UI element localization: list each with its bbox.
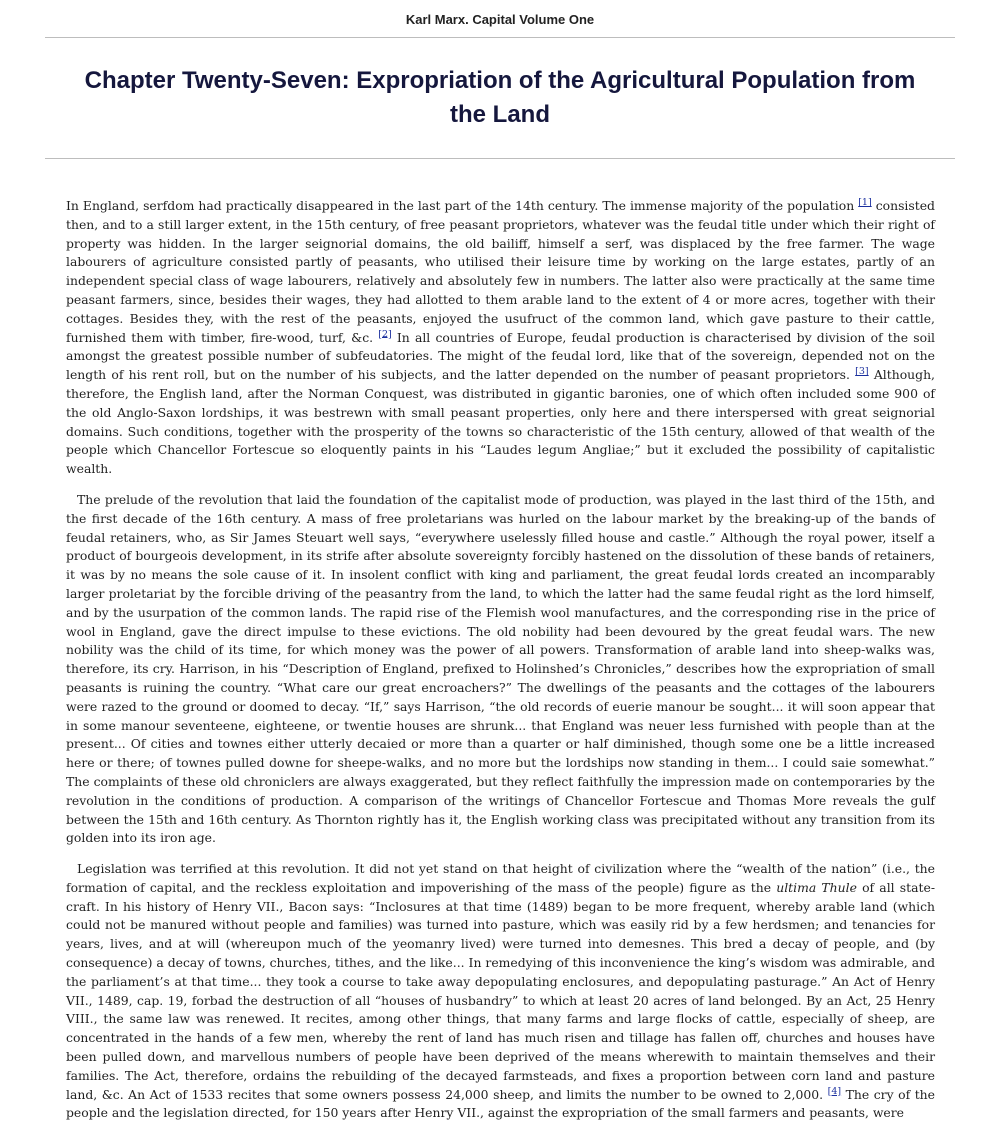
- paragraph: [66, 860, 935, 1123]
- book-title: Karl Marx. Capital Volume One: [405, 12, 595, 27]
- paragraph-text: Although, therefore, the English land, after the Norman Conquest, was distributed in gigantic baronies, one of which often included some 900 of the old Anglo-Saxon lordships, it was bestrewn with small peasant properties, only here and there interspersed with great seignorial domains. Such conditions, together with the prosperity of the towns so characteristic of the 15th century, allowed of that wealth of the people which Chancellor Fortescue so eloquently paints in his “Laudes legum Angliae;” but it excluded the possibility of capitalistic wealth.: [66, 367, 935, 477]
- chapter-title: Chapter Twenty-Seven: Expropriation of the Agricultural Population from the Land: [84, 67, 916, 128]
- footnote-link[interactable]: [4]: [827, 1085, 842, 1097]
- paragraph-text: The prelude of the revolution that laid the foundation of the capitalist mode of production, was played in the last third of the 15th, and the first decade of the 16th century. A mass of free proletarians was hurled on the labour market by the breaking-up of the bands of feudal retainers, who, as Sir James Steuart well says, “everywhere uselessly filled house and castle.” Although the royal power, itself a product of bourgeois development, in its strife after absolute sovereignty forcibly hastened on the dissolution of these bands of retainers, it was by no means the sole cause of it. In insolent conflict with king and parliament, the great feudal lords created an incomparably larger proletariat by the forcible driving of the peasantry from the land, to which the latter had the same feudal right as the lord himself, and by the usurpation of the common lands. The rapid rise of the Flemish wool manufactures, and the corresponding rise in the price of wool in England, gave the direct impulse to these evictions. The old nobility had been devoured by the great feudal wars. The new nobility was the child of its time, for which money was the power of all powers. Transformation of arable land into sheep-walks was, therefore, its cry. Harrison, in his “Description of England, prefixed to Holinshed’s Chronicles,” describes how the expropriation of small peasants is ruining the country. “What care our great encroachers?” The dwellings of the peasants and the cottages of the labourers were razed to the ground or doomed to decay. “If,” says Harrison, “the old records of euerie manour be sought... it will soon appear that in some manour seventeene, eighteene, or twentie houses are shrunk... that England was neuer less furnished with people than at the present... Of cities and townes either utterly decaied or more than a quarter or half diminished, though some one be a little increased here or there; of townes pulled downe for sheepe-walks, and no more but the lordships now standing in them... I could saie somewhat.” The complaints of these old chroniclers are always exaggerated, but they reflect faithfully the impression made on contemporaries by the revolution in the conditions of production. A comparison of the writings of Chancellor Fortescue and Thomas More reveals the gulf between the 15th and 16th century. As Thornton rightly has it, the English working class was precipitated without any transition from its golden into its iron age.: [66, 491, 935, 846]
- footnote-link[interactable]: [2]: [378, 328, 392, 340]
- paragraph-text: Legislation was terrified at this revolution. It did not yet stand on that height of civilization where the “wealth of the nation” (i.e., the formation of capital, and the reckless exploitation and impoverishing of the mass of the people) figure as the: [66, 861, 935, 895]
- footnote-link[interactable]: [3]: [855, 366, 869, 378]
- paragraph-text: consisted then, and to a still larger extent, in the 15th century, of free peasant proprietors, whatever was the feudal title under which their right of property was hidden. In the larger seignorial domains, the old bailiff, himself a serf, was displaced by the free farmer. The wage labourers of agriculture consisted partly of peasants, who utilised their leisure time by working on the large estates, partly of an independent special class of wage labourers, relatively and absolutely few in numbers. The latter also were practically at the same time peasant farmers, since, besides their wages, they had allotted to them arable land to the extent of 4 or more acres, together with their cottages. Besides they, with the rest of the peasants, enjoyed the usufruct of the common land, which gave pasture to their cattle, furnished them with timber, fire-wood, turf, &c.: [66, 198, 935, 345]
- paragraph-text: of all state-craft. In his history of Henry VII., Bacon says: “Inclosures at that time (1489) began to be more frequent, whereby arable land (which could not be manured without people and families) was turned into pasture, which was easily rid by a few herdsmen; and tenancies for years, lives, and at will (whereupon much of the yeomanry lived) were turned into demesnes. This bred a decay of people, and (by consequence) a decay of towns, churches, tithes, and the like... In remedying of this inconvenience the king’s wisdom was admirable, and the parliament’s at that time... they took a course to take away depopulating enclosures, and depopulating pasturage.” An Act of Henry VII., 1489, cap. 19, forbad the destruction of all “houses of husbandry” to which at least 20 acres of land belonged. By an Act, 25 Henry VIII., the same law was renewed. It recites, among other things, that many farms and large flocks of cattle, especially of sheep, are concentrated in the hands of a few men, whereby the rent of land has much risen and tillage has fallen off, churches and houses have been pulled down, and marvellous numbers of people have been deprived of the means wherewith to maintain themselves and their families. The Act, therefore, ordains the rebuilding of the decayed farmsteads, and fixes a proportion between corn land and pasture land, &c. An Act of 1533 recites that some owners possess 24,000 sheep, and limits the number to be owned to 2,000.: [66, 879, 936, 1102]
- paragraph: [66, 197, 935, 479]
- chapter-body: [66, 197, 935, 1123]
- paragraph-text: In England, serfdom had practically disappeared in the last part of the 14th century. The immense majority of the population: [66, 198, 859, 213]
- paragraph-text: In all countries of Europe, feudal production is characterised by division of the soil amongst the greatest possible number of subfeudatories. The might of the feudal lord, like that of the sovereign, depended not on the length of his rent roll, but on the number of his subjects, and the latter depended on the number of peasant proprietors.: [66, 329, 935, 383]
- footnote-link[interactable]: [1]: [858, 196, 872, 208]
- emphasized-text: ultima Thule: [776, 879, 857, 895]
- paragraph-text: The cry of the people and the legislation directed, for 150 years after Henry VII., against the expropriation of the small farmers and peasants, were: [66, 1086, 935, 1121]
- paragraph: [66, 491, 935, 848]
- title-divider: [45, 158, 955, 159]
